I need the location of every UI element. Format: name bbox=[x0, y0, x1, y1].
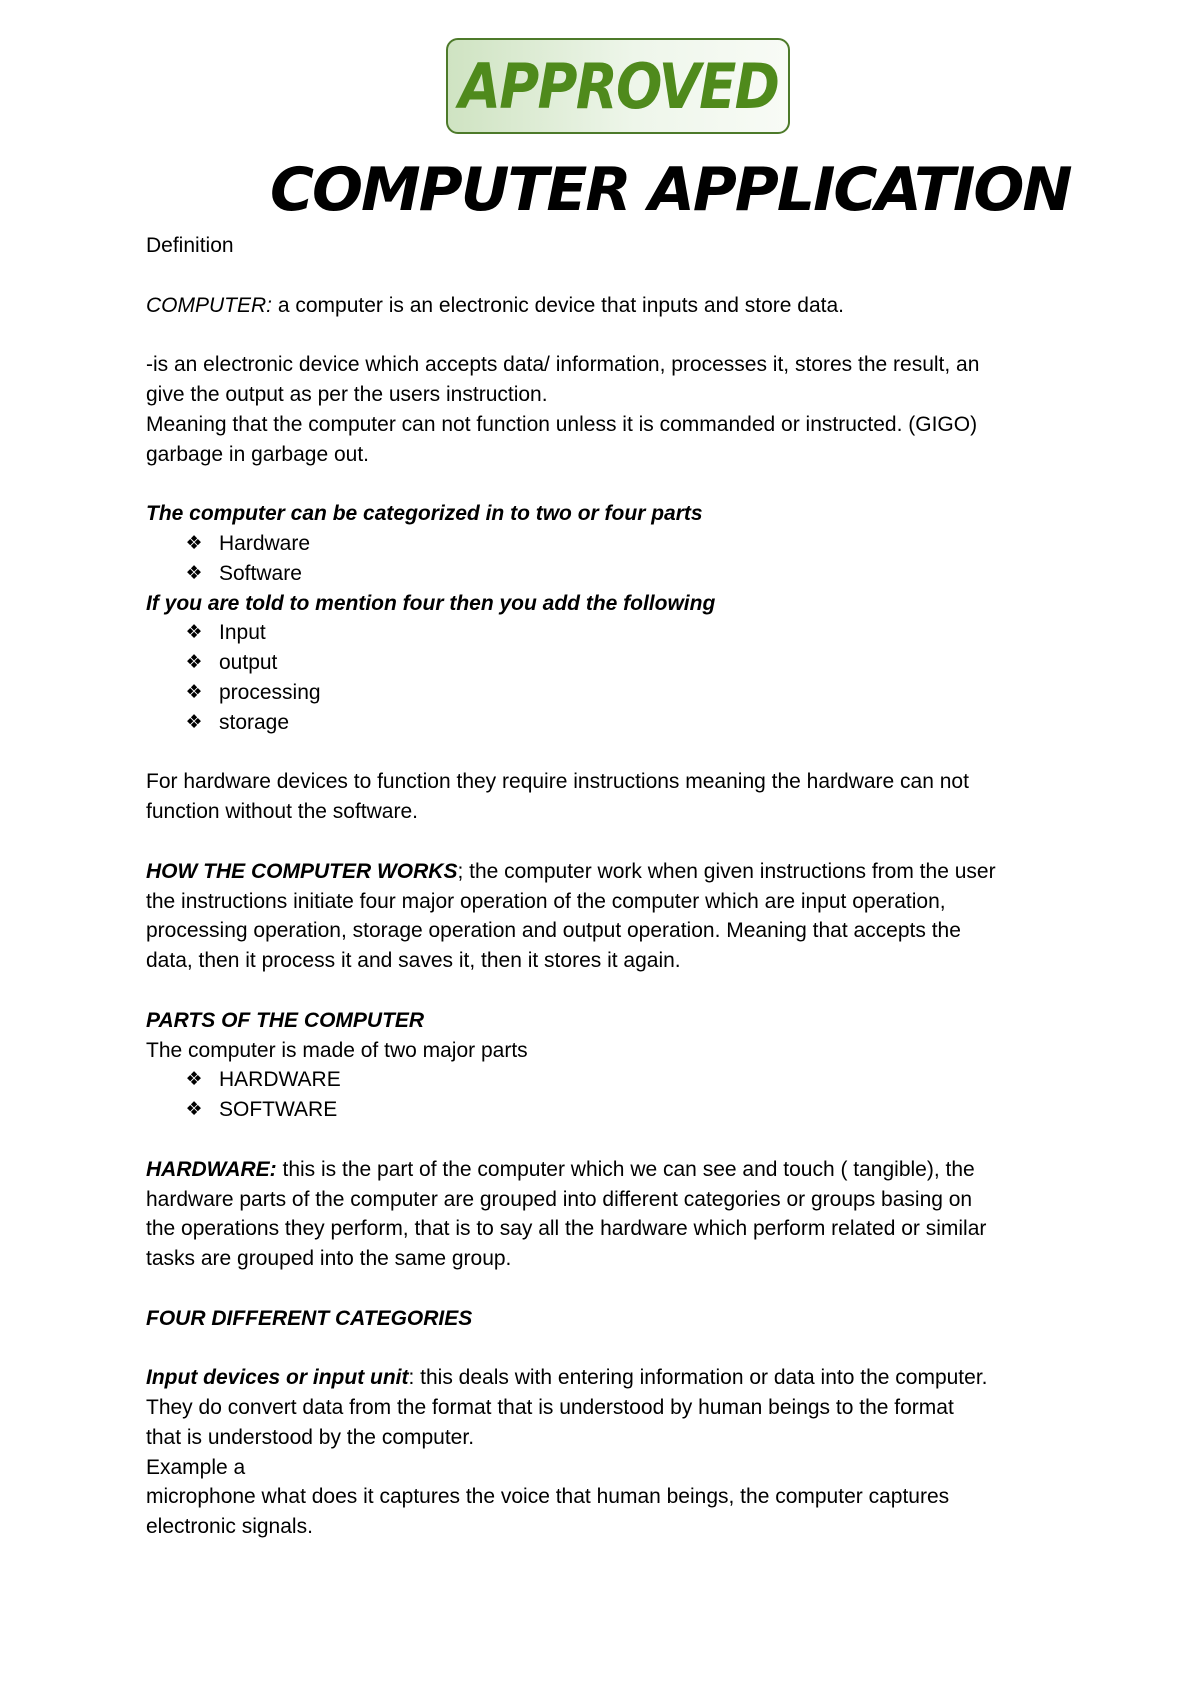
bullet-icon: ❖ bbox=[185, 681, 203, 703]
input-devices-line-4: Example a bbox=[146, 1455, 246, 1479]
input-devices-line-2: They do convert data from the format that is understood by human beings to the format bbox=[146, 1396, 954, 1420]
computer-definition-2-line-1: -is an electronic device which accepts data/ information, processes it, stores the result, an bbox=[146, 353, 980, 377]
categorized-heading: The computer can be categorized in to two or four parts bbox=[146, 502, 703, 526]
list-item: ❖ SOFTWARE bbox=[146, 1095, 1076, 1125]
input-devices-line-6: electronic signals. bbox=[146, 1515, 313, 1539]
list-item: ❖ Input bbox=[146, 618, 1076, 648]
parts-intro: The computer is made of two major parts bbox=[146, 1038, 528, 1062]
hardware-function-line-1: For hardware devices to function they require instructions meaning the hardware can not bbox=[146, 770, 969, 794]
approved-stamp bbox=[446, 38, 790, 134]
computer-definition-text: a computer is an electronic device that inputs and store data. bbox=[272, 293, 844, 317]
how-works-line-3: processing operation, storage operation and output operation. Meaning that accepts the bbox=[146, 919, 961, 943]
input-devices-line-5: microphone what does it captures the voice that human beings, the computer captures bbox=[146, 1485, 950, 1509]
hardware-function-line-2: function without the software. bbox=[146, 800, 418, 824]
list-item: ❖ HARDWARE bbox=[146, 1065, 1076, 1095]
document-title: COMPUTER APPLICATION bbox=[270, 155, 1071, 225]
hardware-def-line-4: tasks are grouped into the same group. bbox=[146, 1247, 512, 1271]
document-body bbox=[146, 231, 1076, 1542]
bullet-icon: ❖ bbox=[185, 1069, 203, 1091]
bullet-icon: ❖ bbox=[185, 562, 203, 584]
list-item: ❖ Software bbox=[146, 559, 1076, 589]
bullet-icon: ❖ bbox=[185, 622, 203, 644]
two-parts-list bbox=[146, 529, 1076, 589]
parts-heading: PARTS OF THE COMPUTER bbox=[146, 1008, 425, 1032]
computer-definition-2-line-3: Meaning that the computer can not function unless it is commanded or instructed. (GIGO) bbox=[146, 412, 978, 436]
hardware-def-line-2: hardware parts of the computer are grouped into different categories or groups basing on bbox=[146, 1187, 973, 1211]
how-works-line-2: the instructions initiate four major operation of the computer which are input operation, bbox=[146, 889, 946, 913]
input-devices-term: Input devices or input unit bbox=[146, 1366, 409, 1390]
four-parts-list bbox=[146, 618, 1076, 737]
how-works-line-1: HOW THE COMPUTER WORKS; the computer work when given instructions from the user bbox=[146, 859, 996, 883]
list-item: ❖ output bbox=[146, 648, 1076, 678]
major-parts-list bbox=[146, 1065, 1076, 1125]
computer-definition-2-line-2: give the output as per the users instruction. bbox=[146, 382, 548, 406]
list-item: ❖ storage bbox=[146, 708, 1076, 738]
definition-label: Definition bbox=[146, 234, 234, 257]
bullet-icon: ❖ bbox=[185, 711, 203, 733]
computer-definition bbox=[146, 291, 1076, 321]
hardware-def-line-1: HARDWARE: this is the part of the computer which we can see and touch ( tangible), the bbox=[146, 1157, 975, 1181]
computer-definition-2-line-4: garbage in garbage out. bbox=[146, 442, 370, 466]
four-categories-heading: FOUR DIFFERENT CATEGORIES bbox=[146, 1306, 473, 1330]
list-item: ❖ processing bbox=[146, 678, 1076, 708]
list-item: ❖ Hardware bbox=[146, 529, 1076, 559]
how-works-line-4: data, then it process it and saves it, then it stores it again. bbox=[146, 949, 681, 973]
bullet-icon: ❖ bbox=[185, 532, 203, 554]
computer-term: COMPUTER: bbox=[146, 293, 272, 317]
bullet-icon: ❖ bbox=[185, 1099, 203, 1121]
approved-stamp-text: APPROVED bbox=[458, 49, 778, 123]
bullet-icon: ❖ bbox=[185, 652, 203, 674]
hardware-def-line-3: the operations they perform, that is to say all the hardware which perform related or similar bbox=[146, 1217, 987, 1241]
hardware-term: HARDWARE: bbox=[146, 1157, 277, 1181]
input-devices-line-3: that is understood by the computer. bbox=[146, 1425, 475, 1449]
input-devices-line-1: Input devices or input unit: this deals with entering information or data into the computer. bbox=[146, 1366, 988, 1390]
how-works-term: HOW THE COMPUTER WORKS bbox=[146, 859, 458, 883]
four-parts-heading: If you are told to mention four then you add the following bbox=[146, 591, 716, 615]
